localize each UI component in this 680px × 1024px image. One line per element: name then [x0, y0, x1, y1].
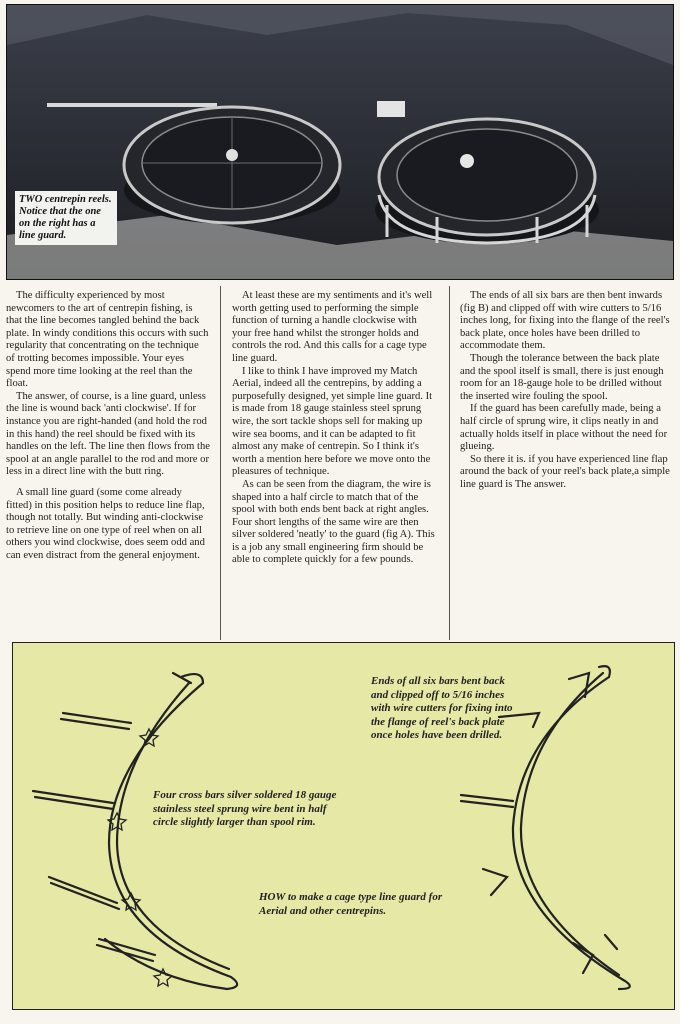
paragraph: Though the tolerance between the back plate and the spool itself is small, there is just enough room for an 18-gauge hole to be drilled without the inserted wire fouling the spool. [460, 352, 664, 402]
article-column-2 [232, 290, 438, 567]
reels-photo [6, 4, 674, 280]
paragraph: The ends of all six bars are then bent inwards (fig B) and clipped off with wire cutters to 5/16 inches long, for fixing into the flange of the reel's back plate, once holes have been drilled to accommodate them. [460, 290, 670, 352]
photo-caption: TWO centrepin reels. Notice that the one on the right has a line guard. [15, 191, 117, 245]
paragraph: As can be seen from the diagram, the wire is shaped into a half circle to match that of the spool with both ends bent back at right angles. Four short lengths of the same wire are then silver soldered 'neatly' to the guard (fig A). This is a job any small engineering firm should be able to complete quickly for a few pounds. [232, 478, 435, 566]
paragraph: I like to think I have improved my Match Aerial, indeed all the centrepins, by adding a purposefully designed, yet simple line guard. It is made from 18 gauge stainless steel sprung wire, the sort tackle shops sell for making up wire sea booms, and it can be adapted to fit almost any make of centrepin. So I think it's worth a mention here before we move onto the pleasures of technique. [232, 365, 433, 478]
diagram-caption: HOW to make a cage type line guard for Aerial and other centrepins. [259, 891, 443, 917]
column-divider [220, 286, 221, 640]
paragraph: A small line guard (some come already fitted) in this position helps to reduce line flap, though not totally. But winding anti-clockwise to retrieve line on one type of reel when on all others you wind clockwise, does seem odd and can even distract from the general enjoyment. [6, 486, 205, 561]
paragraph: At least these are my sentiments and it's well worth getting used to performing the simple function of turning a handle clockwise with your free hand whilst the stronger holds and controls the rod. And this calls for a cage type line guard. [232, 290, 433, 364]
column-divider [449, 286, 450, 640]
article-column-3 [460, 290, 676, 492]
paragraph: If the guard has been carefully made, being a half circle of sprung wire, it clips neatly in and actually holds itself in place without the need for glueing. [460, 403, 668, 453]
paragraph: The answer, of course, is a line guard, unless the line is wound back 'anti clockwise'. If for instance you are right-handed (and hold the rod in this hand) the reel should be fixed with its handles on the left. The line then flows from the spool at an angle parallel to the rod and more or less in a direct line with the butt ring. [6, 390, 210, 478]
diagram-note-ends: Ends of all six bars bent back and clipped off to 5/16 inches with wire cutters for fixing into the flange of reel's back plate once holes have been drilled. [371, 675, 513, 741]
paragraph: So there it is. if you have experienced line flap around the back of your reel's back plate,a simple line guard is The answer. [460, 453, 670, 490]
line-guard-diagram [12, 642, 675, 1010]
diagram-note-cross-bars: Four cross bars silver soldered 18 gauge stainless steel sprung wire bent in half circle slightly larger than spool rim. [153, 789, 337, 828]
line-guard-drawing [13, 643, 674, 1009]
article-column-1 [6, 290, 210, 562]
paragraph: The difficulty experienced by most newcomers to the art of centrepin fishing, is that the line becomes tangled behind the back plate. In windy conditions this occurs with such regularity that concentrating on the technique of trotting becomes impossible. Your eyes spend more time looking at the reel than the float. [6, 290, 209, 390]
